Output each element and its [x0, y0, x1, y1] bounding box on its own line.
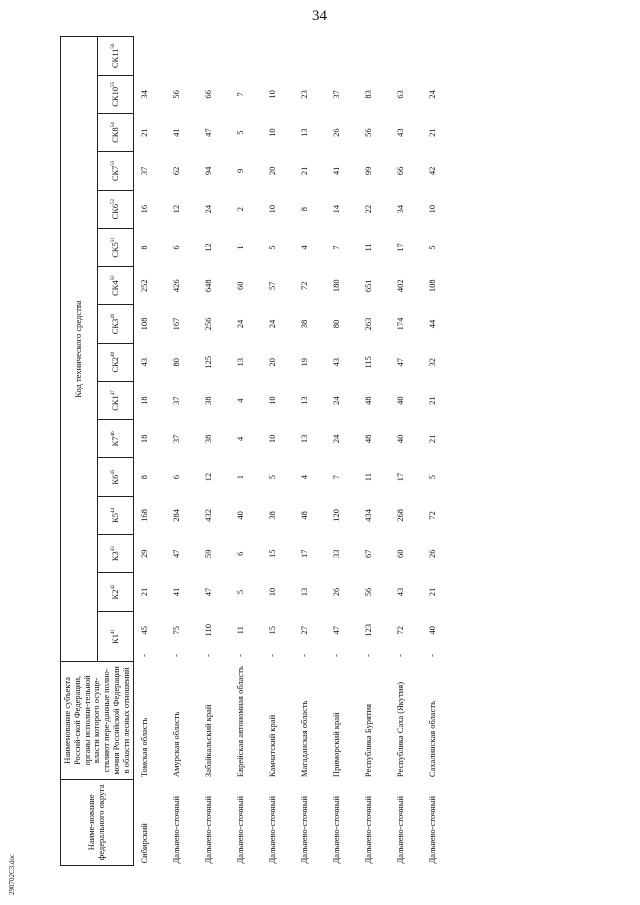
value-cell: 12	[203, 243, 214, 252]
header-code-к3	[97, 535, 134, 573]
value-cell: 5	[427, 245, 438, 250]
value-cell: 12	[203, 472, 214, 482]
value-cell: 72	[427, 511, 438, 520]
table-row	[230, 37, 262, 866]
table-row	[198, 37, 230, 866]
value-cell: 13	[299, 128, 310, 137]
value-cell: 651	[363, 279, 374, 293]
value-cell: 5	[427, 475, 438, 480]
value-cell: 66	[395, 166, 406, 176]
value-cell: 434	[363, 509, 374, 522]
value-cell: 83	[363, 90, 374, 99]
value-cell: 38	[203, 396, 214, 405]
header-code-footnote: 55	[110, 81, 116, 87]
okrug-cell: Дальнево-сточный	[203, 795, 214, 864]
header-code-footnote: 49	[110, 313, 116, 319]
header-code-ск4	[97, 267, 134, 305]
k1-cell: -	[299, 654, 310, 657]
okrug-cell: Дальнево-сточный	[299, 795, 310, 864]
value-cell: 34	[395, 204, 406, 214]
table-row	[134, 37, 167, 866]
value-cell: 99	[363, 166, 374, 176]
value-cell: 6	[235, 551, 246, 556]
value-cell: 13	[299, 396, 310, 405]
value-cell: 6	[171, 475, 182, 480]
header-code-label: СК5	[109, 242, 120, 258]
value-cell: 5	[267, 245, 278, 250]
value-cell: 40	[235, 511, 246, 520]
value-cell: 37	[331, 90, 342, 99]
value-cell: 43	[331, 358, 342, 367]
value-cell: 20	[267, 166, 278, 176]
header-code-label: К6	[109, 474, 120, 485]
value-cell: 115	[363, 356, 374, 369]
value-cell: 48	[363, 434, 374, 444]
value-cell: 56	[363, 587, 374, 597]
value-cell: 648	[203, 279, 214, 293]
value-cell: 60	[395, 549, 406, 558]
value-cell: 1	[235, 475, 246, 480]
value-cell: 14	[331, 204, 342, 214]
subject-cell: Сахалинская область	[427, 700, 438, 778]
subject-cell: Республика Саха (Якутия)	[395, 681, 406, 778]
header-code-footnote: 45	[110, 469, 116, 475]
value-cell: 67	[363, 549, 374, 558]
value-cell: 15	[267, 626, 278, 635]
value-cell: 4	[235, 398, 246, 403]
okrug-cell: Дальнево-сточный	[427, 795, 438, 864]
okrug-cell: Дальнево-сточный	[171, 795, 182, 864]
value-cell: 123	[363, 623, 374, 637]
value-cell: 80	[331, 319, 342, 329]
value-cell: 12	[171, 204, 182, 214]
subject-cell: Забайкальский край	[203, 704, 214, 778]
okrug-cell: Дальнево-сточный	[235, 795, 246, 864]
value-cell: 47	[331, 626, 342, 635]
value-cell: 27	[299, 626, 310, 635]
value-cell: 94	[203, 166, 214, 176]
value-cell: 263	[363, 317, 374, 331]
value-cell: 17	[395, 472, 406, 482]
value-cell: 75	[171, 626, 182, 635]
value-cell: 40	[395, 396, 406, 405]
header-code-footnote: 44	[110, 507, 116, 513]
okrug-cell: Дальнево-сточный	[395, 795, 406, 864]
header-code-ск7	[97, 152, 134, 190]
table-row	[326, 37, 358, 866]
value-cell: 42	[427, 166, 438, 176]
value-cell: 426	[171, 279, 182, 293]
value-cell: 125	[203, 355, 214, 369]
value-cell: 38	[299, 319, 310, 329]
header-code-ск3	[97, 305, 134, 343]
header-code-group: Код технического средства	[61, 37, 98, 662]
header-code-label: К2	[109, 589, 120, 600]
value-cell: 63	[395, 90, 406, 99]
header-code-footnote: 42	[110, 584, 116, 590]
value-cell: 18	[139, 434, 150, 444]
value-cell: 43	[395, 128, 406, 137]
value-cell: 268	[395, 509, 406, 522]
value-cell: 32	[427, 358, 438, 367]
value-cell: 174	[395, 317, 406, 331]
value-cell: 38	[267, 511, 278, 520]
value-cell: 21	[139, 587, 150, 597]
value-cell: 7	[235, 92, 246, 97]
value-cell: 5	[235, 130, 246, 135]
value-cell: 21	[139, 128, 150, 137]
header-code-footnote: 51	[110, 237, 116, 243]
value-cell: 11	[235, 626, 246, 635]
value-cell: 5	[235, 589, 246, 595]
value-cell: 38	[203, 434, 214, 444]
value-cell: 21	[427, 396, 438, 405]
header-code-к7	[97, 420, 134, 458]
value-cell: 48	[363, 396, 374, 405]
header-code-к1	[97, 611, 134, 662]
k1-cell: -	[203, 654, 214, 657]
header-code-label: СК4	[109, 280, 120, 297]
header-code-footnote: 46	[110, 431, 116, 437]
page-number: 34	[312, 8, 327, 24]
value-cell: 6	[171, 245, 182, 250]
header-code-footnote: 47	[110, 390, 116, 396]
value-cell: 256	[203, 317, 214, 331]
value-cell: 17	[299, 549, 310, 558]
value-cell: 47	[203, 587, 214, 597]
table-row	[262, 37, 294, 866]
header-code-ск8	[97, 113, 134, 151]
value-cell: 8	[139, 245, 150, 250]
value-cell: 34	[139, 90, 150, 99]
header-code-к5	[97, 496, 134, 534]
subject-cell: Томская область	[139, 717, 150, 778]
value-cell: 13	[235, 358, 246, 367]
table-row	[358, 37, 390, 866]
value-cell: 40	[395, 434, 406, 444]
value-cell: 33	[331, 549, 342, 558]
table-row	[390, 37, 422, 866]
value-cell: 62	[171, 166, 182, 176]
header-code-к2	[97, 573, 134, 611]
value-cell: 21	[427, 587, 438, 597]
subject-cell: Камчатский край	[267, 714, 278, 778]
technical-means-table	[60, 36, 454, 866]
k1-cell: -	[235, 654, 246, 657]
value-cell: 24	[331, 434, 342, 444]
header-code-label: СК7	[109, 165, 120, 182]
value-cell: 9	[235, 168, 246, 173]
header-code-ск5	[97, 228, 134, 266]
value-cell: 8	[299, 207, 310, 212]
value-cell: 17	[395, 243, 406, 252]
header-code-label: К5	[109, 512, 120, 523]
value-cell: 10	[267, 434, 278, 444]
value-cell: 40	[427, 626, 438, 635]
value-cell: 56	[171, 90, 182, 99]
value-cell: 4	[299, 245, 310, 250]
header-code-label: СК11	[109, 48, 120, 69]
value-cell: 110	[203, 624, 214, 637]
header-code-footnote: 52	[110, 198, 116, 204]
value-cell: 4	[235, 436, 246, 441]
value-cell: 26	[331, 587, 342, 597]
subject-cell: Амурская область	[171, 711, 182, 778]
value-cell: 41	[331, 166, 342, 176]
file-id: 290702C3.doc	[8, 853, 16, 895]
value-cell: 4	[299, 475, 310, 480]
value-cell: 22	[363, 204, 374, 214]
value-cell: 48	[299, 511, 310, 520]
table-row	[166, 37, 198, 866]
value-cell: 37	[171, 396, 182, 405]
value-cell: 284	[171, 509, 182, 522]
value-cell: 108	[427, 279, 438, 293]
value-cell: 11	[363, 473, 374, 482]
header-code-footnote: 56	[110, 43, 116, 49]
header-code-footnote: 53	[110, 160, 116, 166]
value-cell: 57	[267, 281, 278, 290]
value-cell: 29	[139, 549, 150, 558]
value-cell: 168	[139, 509, 150, 522]
value-cell: 18	[139, 396, 150, 405]
value-cell: 10	[267, 396, 278, 405]
value-cell: 2	[235, 207, 246, 212]
value-cell: 43	[139, 358, 150, 367]
rotated-table-area	[60, 36, 600, 866]
table-row	[422, 37, 454, 866]
value-cell: 24	[331, 396, 342, 405]
value-cell: 44	[427, 319, 438, 329]
header-code-footnote: 50	[110, 275, 116, 281]
table-header	[61, 37, 134, 866]
value-cell: 43	[395, 587, 406, 597]
subject-cell: Приморский край	[331, 712, 342, 778]
header-code-footnote: 43	[110, 546, 116, 552]
table-row	[294, 37, 326, 866]
k1-cell: -	[139, 654, 150, 657]
header-code-label: К1	[109, 633, 120, 644]
header-code-label: СК1	[109, 395, 120, 411]
header-code-footnote: 41	[110, 628, 116, 634]
value-cell: 60	[235, 281, 246, 290]
value-cell: 41	[171, 128, 182, 137]
value-cell: 37	[171, 434, 182, 444]
header-code-label: СК2	[109, 356, 120, 373]
value-cell: 24	[203, 204, 214, 214]
k1-cell: -	[267, 654, 278, 657]
value-cell: 26	[427, 549, 438, 558]
okrug-cell: Дальнево-сточный	[267, 795, 278, 864]
header-code-ск11	[97, 37, 134, 76]
value-cell: 20	[267, 358, 278, 367]
value-cell: 10	[267, 128, 278, 137]
value-cell: 24	[267, 319, 278, 329]
value-cell: 80	[171, 358, 182, 367]
value-cell: 21	[299, 166, 310, 176]
value-cell: 47	[203, 128, 214, 137]
value-cell: 11	[363, 243, 374, 252]
okrug-cell: Дальнево-сточный	[331, 795, 342, 864]
okrug-cell: Дальнево-сточный	[363, 795, 374, 864]
k1-cell: -	[171, 654, 182, 657]
value-cell: 41	[171, 587, 182, 597]
value-cell: 37	[139, 166, 150, 176]
value-cell: 10	[267, 587, 278, 597]
table-body	[134, 37, 455, 866]
header-code-label: СК8	[109, 127, 120, 143]
value-cell: 167	[171, 317, 182, 331]
value-cell: 72	[395, 626, 406, 635]
k1-cell: -	[427, 654, 438, 657]
value-cell: 15	[267, 549, 278, 558]
subject-cell: Республика Бурятия	[363, 703, 374, 778]
value-cell: 59	[203, 549, 214, 558]
value-cell: 66	[203, 90, 214, 99]
okrug-cell: Сибирский	[139, 823, 150, 864]
value-cell: 21	[427, 434, 438, 444]
k1-cell: -	[395, 654, 406, 657]
value-cell: 16	[139, 204, 150, 214]
header-code-label: СК6	[109, 203, 120, 220]
value-cell: 432	[203, 509, 214, 522]
header-code-ск1	[97, 381, 134, 419]
header-code-label: СК10	[109, 86, 120, 107]
value-cell: 1	[235, 245, 246, 250]
value-cell: 21	[427, 128, 438, 137]
value-cell: 10	[427, 204, 438, 214]
header-code-footnote: 54	[110, 122, 116, 128]
k1-cell: -	[331, 654, 342, 657]
value-cell: 13	[299, 434, 310, 444]
header-code-footnote: 48	[110, 351, 116, 357]
header-okrug: Наиме-нование федерального округа	[61, 779, 134, 865]
value-cell: 10	[267, 204, 278, 214]
header-code-к6	[97, 458, 134, 496]
value-cell: 26	[331, 128, 342, 137]
k1-cell: -	[363, 654, 374, 657]
header-code-label: СК3	[109, 318, 120, 335]
value-cell: 108	[139, 317, 150, 331]
value-cell: 23	[299, 90, 310, 99]
subject-cell: Еврейская автономная область	[235, 666, 246, 778]
header-code-ск2	[97, 343, 134, 381]
value-cell: 24	[427, 90, 438, 99]
value-cell: 72	[299, 281, 310, 290]
value-cell: 7	[331, 475, 342, 480]
value-cell: 252	[139, 279, 150, 293]
header-code-label: К7	[109, 436, 120, 447]
header-code-ск6	[97, 190, 134, 228]
value-cell: 8	[139, 475, 150, 480]
value-cell: 47	[395, 358, 406, 367]
value-cell: 56	[363, 128, 374, 137]
value-cell: 24	[235, 319, 246, 329]
value-cell: 5	[267, 475, 278, 480]
value-cell: 402	[395, 279, 406, 293]
value-cell: 47	[171, 549, 182, 558]
value-cell: 7	[331, 245, 342, 250]
value-cell: 13	[299, 587, 310, 597]
value-cell: 120	[331, 509, 342, 522]
header-subject: Наименование субъекта Россий-ской Федерации, органы исполни-тельной власти которого осуще-ствляют пере-данные полно-мочия Российской Федерации в области лесных отношений	[61, 662, 134, 779]
value-cell: 180	[331, 279, 342, 293]
value-cell: 10	[267, 90, 278, 99]
header-code-label: К3	[109, 551, 120, 562]
header-code-ск10	[97, 75, 134, 113]
value-cell: 19	[299, 358, 310, 367]
value-cell: 45	[139, 626, 150, 635]
subject-cell: Магаданская область	[299, 700, 310, 778]
